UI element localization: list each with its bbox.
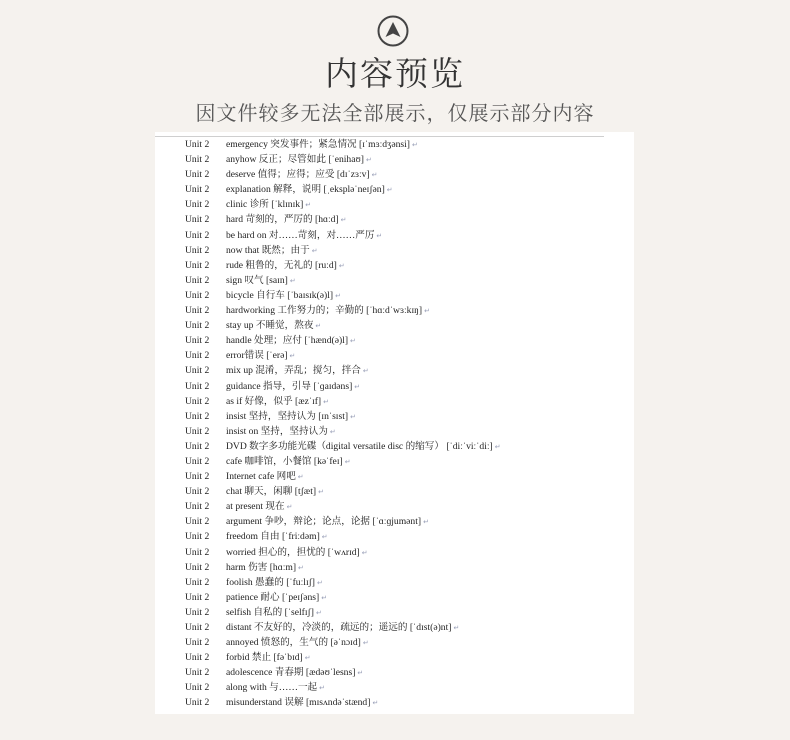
vocabulary-entry: adolescence 青春期 [ædəʊˈlesns] ↵ <box>226 667 364 679</box>
vocabulary-entry: insist on 坚持，坚持认为 ↵ <box>226 425 336 437</box>
unit-label: Unit 2 <box>185 169 210 181</box>
vocabulary-entry: annoyed 愤怒的，生气的 [əˈnɔɪd] ↵ <box>226 637 369 649</box>
list-item <box>155 635 634 650</box>
paragraph-mark-icon: ↵ <box>411 141 418 149</box>
list-item <box>155 590 634 605</box>
unit-label: Unit 2 <box>185 365 210 377</box>
list-item <box>155 575 634 590</box>
unit-label: Unit 2 <box>185 305 210 317</box>
list-item <box>155 273 634 288</box>
paragraph-mark-icon: ↵ <box>315 322 322 331</box>
paragraph-mark-icon: ↵ <box>298 563 304 572</box>
vocabulary-entry: selfish 自私的 [ˈselfɪʃ] ↵ <box>226 606 322 618</box>
paragraph-mark-icon: ↵ <box>424 307 430 316</box>
unit-label: Unit 2 <box>185 652 210 664</box>
page-subtitle: 因文件较多无法全部展示，仅展示部分内容 <box>195 101 595 125</box>
vocabulary-entry: sign 叹气 [saɪn] ↵ <box>226 274 296 286</box>
paragraph-mark-icon: ↵ <box>321 593 328 602</box>
vocabulary-entry: anyhow 反正；尽管如此 [ˈenihaʊ] ↵ <box>226 154 372 166</box>
paragraph-mark-icon: ↵ <box>340 216 347 225</box>
document-preview <box>155 132 634 714</box>
paragraph-mark-icon: ↵ <box>453 624 460 632</box>
unit-label: Unit 2 <box>185 501 210 513</box>
paragraph-mark-icon: ↵ <box>362 367 369 376</box>
vocabulary-entry: worried 担心的，担忧的 [ˈwʌrɪd] ↵ <box>226 546 368 558</box>
list-item <box>155 484 634 499</box>
paragraph-mark-icon: ↵ <box>338 261 345 270</box>
vocabulary-entry: deserve 值得；应得；应受 [dɪˈzɜːv] ↵ <box>226 169 378 181</box>
vocabulary-entry: rude 粗鲁的，无礼的 [ruːd] ↵ <box>226 259 345 271</box>
vocabulary-entry: Internet cafe 网吧 ↵ <box>226 471 304 483</box>
list-item <box>155 545 634 560</box>
list-item <box>155 258 634 273</box>
list-item <box>155 665 634 680</box>
unit-label: Unit 2 <box>185 274 210 286</box>
vocabulary-entry: emergency 突发事件；紧急情况 [ɪˈmɜːdʒənsi] ↵ <box>226 139 418 150</box>
paragraph-mark-icon: ↵ <box>323 397 329 406</box>
paragraph-mark-icon: ↵ <box>344 457 351 466</box>
paragraph-mark-icon: ↵ <box>362 639 369 648</box>
list-item <box>155 318 634 333</box>
list-item <box>155 499 634 514</box>
unit-label: Unit 2 <box>185 561 210 573</box>
list-item <box>155 243 634 258</box>
unit-label: Unit 2 <box>185 606 210 618</box>
vocabulary-entry: hard 苛刻的，严厉的 [hɑːd] ↵ <box>226 214 347 226</box>
vocabulary-entry: bicycle 自行车 [ˈbaɪsɪk(ə)l] ↵ <box>226 289 341 301</box>
paragraph-mark-icon: ↵ <box>318 488 324 497</box>
paragraph-mark-icon: ↵ <box>354 382 361 391</box>
vocabulary-entry: argument 争吵，辩论；论点，论据 [ˈɑːɡjumənt] ↵ <box>226 516 429 528</box>
paragraph-mark-icon: ↵ <box>376 231 383 240</box>
list-item <box>155 409 634 424</box>
vocabulary-entry: hardworking 工作努力的；辛勤的 [ˈhɑːdˈwɜːkɪŋ] ↵ <box>226 305 430 317</box>
vocabulary-list <box>155 137 634 711</box>
paragraph-mark-icon: ↵ <box>350 337 356 346</box>
list-item <box>155 182 634 197</box>
list-item <box>155 469 634 484</box>
paragraph-mark-icon: ↵ <box>317 578 323 587</box>
unit-label: Unit 2 <box>185 425 210 437</box>
vocabulary-entry: at present 现在 ↵ <box>226 501 293 513</box>
paragraph-mark-icon: ↵ <box>365 156 372 165</box>
unit-label: Unit 2 <box>185 471 210 483</box>
vocabulary-entry: foolish 愚蠢的 [ˈfuːlɪʃ] ↵ <box>226 576 323 588</box>
paragraph-mark-icon: ↵ <box>386 186 393 195</box>
list-item <box>155 560 634 575</box>
unit-label: Unit 2 <box>185 697 210 709</box>
unit-label: Unit 2 <box>185 531 210 543</box>
unit-label: Unit 2 <box>185 546 210 558</box>
paragraph-mark-icon: ↵ <box>311 246 318 255</box>
page-title: 内容预览 <box>325 54 465 93</box>
unit-label: Unit 2 <box>185 214 210 226</box>
unit-label: Unit 2 <box>185 259 210 271</box>
vocabulary-entry: error错误 [ˈerə] ↵ <box>226 350 296 362</box>
unit-label: Unit 2 <box>185 591 210 603</box>
vocabulary-entry: be hard on 对……苛刻，对……严厉 ↵ <box>226 229 383 241</box>
unit-label: Unit 2 <box>185 244 210 256</box>
list-item <box>155 394 634 409</box>
paragraph-mark-icon: ↵ <box>335 291 341 300</box>
list-item <box>155 529 634 544</box>
unit-label: Unit 2 <box>185 380 210 392</box>
unit-label: Unit 2 <box>185 486 210 498</box>
paragraph-mark-icon: ↵ <box>361 548 368 557</box>
paragraph-mark-icon: ↵ <box>423 518 429 527</box>
list-item <box>155 695 634 710</box>
list-item <box>155 152 634 167</box>
unit-label: Unit 2 <box>185 320 210 332</box>
paragraph-mark-icon: ↵ <box>371 171 378 180</box>
unit-label: Unit 2 <box>185 154 210 166</box>
unit-label: Unit 2 <box>185 682 210 694</box>
paragraph-mark-icon: ↵ <box>372 699 379 708</box>
list-item <box>155 680 634 695</box>
list-item <box>155 333 634 348</box>
vocabulary-entry: along with 与……一起 ↵ <box>226 682 326 694</box>
unit-label: Unit 2 <box>185 516 210 528</box>
vocabulary-entry: as if 好像，似乎 [æzˈɪf] ↵ <box>226 395 329 407</box>
unit-label: Unit 2 <box>185 455 210 467</box>
paragraph-mark-icon: ↵ <box>304 654 311 663</box>
unit-label: Unit 2 <box>185 350 210 362</box>
list-item <box>155 137 634 152</box>
paragraph-mark-icon: ↵ <box>315 608 322 617</box>
paragraph-mark-icon: ↵ <box>329 427 336 436</box>
list-item <box>155 228 634 243</box>
vocabulary-entry: insist 坚持，坚持认为 [ɪnˈsɪst] ↵ <box>226 410 356 422</box>
unit-label: Unit 2 <box>185 637 210 649</box>
paragraph-mark-icon: ↵ <box>286 503 293 512</box>
paragraph-mark-icon: ↵ <box>494 442 501 451</box>
list-item <box>155 605 634 620</box>
paragraph-mark-icon: ↵ <box>321 533 328 542</box>
list-item <box>155 348 634 363</box>
unit-label: Unit 2 <box>185 667 210 679</box>
unit-label: Unit 2 <box>185 229 210 241</box>
list-item <box>155 288 634 303</box>
vocabulary-entry: chat 聊天，闲聊 [tʃæt] ↵ <box>226 486 324 498</box>
vocabulary-entry: cafe 咖啡馆，小餐馆 [kəˈfeɪ] ↵ <box>226 455 351 467</box>
paragraph-mark-icon: ↵ <box>289 276 296 285</box>
unit-label: Unit 2 <box>185 184 210 196</box>
unit-label: Unit 2 <box>185 622 210 633</box>
list-item <box>155 454 634 469</box>
list-item <box>155 379 634 394</box>
unit-label: Unit 2 <box>185 395 210 407</box>
list-item <box>155 424 634 439</box>
paragraph-mark-icon: ↵ <box>289 352 296 361</box>
vocabulary-entry: distant 不友好的，冷淡的，疏远的；遥远的 [ˈdɪst(ə)nt] ↵ <box>226 622 460 633</box>
vocabulary-entry: freedom 自由 [ˈfriːdəm] ↵ <box>226 531 328 543</box>
unit-label: Unit 2 <box>185 440 210 452</box>
unit-label: Unit 2 <box>185 576 210 588</box>
vocabulary-entry: harm 伤害 [hɑːm] ↵ <box>226 561 304 573</box>
unit-label: Unit 2 <box>185 335 210 347</box>
vocabulary-entry: DVD 数字多功能光碟（digital versatile disc 的缩写） [ˈdiːˈviːˈdiː] ↵ <box>226 440 501 452</box>
unit-label: Unit 2 <box>185 199 210 211</box>
list-item <box>155 167 634 182</box>
paragraph-mark-icon: ↵ <box>297 473 304 482</box>
vocabulary-entry: clinic 诊所 [ˈklɪnɪk] ↵ <box>226 199 312 211</box>
vocabulary-entry: mix up 混淆，弄乱；搅匀，拌合 ↵ <box>226 365 369 377</box>
unit-label: Unit 2 <box>185 139 210 150</box>
list-item <box>155 650 634 665</box>
vocabulary-entry: guidance 指导，引导 [ˈɡaɪdəns] ↵ <box>226 380 361 392</box>
vocabulary-entry: forbid 禁止 [fəˈbɪd] ↵ <box>226 652 311 664</box>
unit-label: Unit 2 <box>185 289 210 301</box>
paragraph-mark-icon: ↵ <box>357 669 364 678</box>
list-item <box>155 212 634 227</box>
paragraph-mark-icon: ↵ <box>305 201 312 210</box>
vocabulary-entry: now that 既然；由于 ↵ <box>226 244 318 256</box>
unit-label: Unit 2 <box>185 410 210 422</box>
paragraph-mark-icon: ↵ <box>319 684 326 693</box>
list-item <box>155 439 634 454</box>
paragraph-mark-icon: ↵ <box>350 412 356 421</box>
vocabulary-entry: misunderstand 误解 [mɪsʌndəˈstænd] ↵ <box>226 697 379 709</box>
list-item <box>155 197 634 212</box>
list-item <box>155 303 634 318</box>
up-arrow-circle-icon <box>377 15 409 47</box>
vocabulary-entry: patience 耐心 [ˈpeɪʃəns] ↵ <box>226 591 328 603</box>
list-item <box>155 620 634 635</box>
vocabulary-entry: stay up 不睡觉，熬夜 ↵ <box>226 320 322 332</box>
vocabulary-entry: explanation 解释，说明 [ˌekspləˈneɪʃən] ↵ <box>226 184 393 196</box>
vocabulary-entry: handle 处理；应付 [ˈhænd(ə)l] ↵ <box>226 335 356 347</box>
list-item <box>155 363 634 378</box>
list-item <box>155 514 634 529</box>
